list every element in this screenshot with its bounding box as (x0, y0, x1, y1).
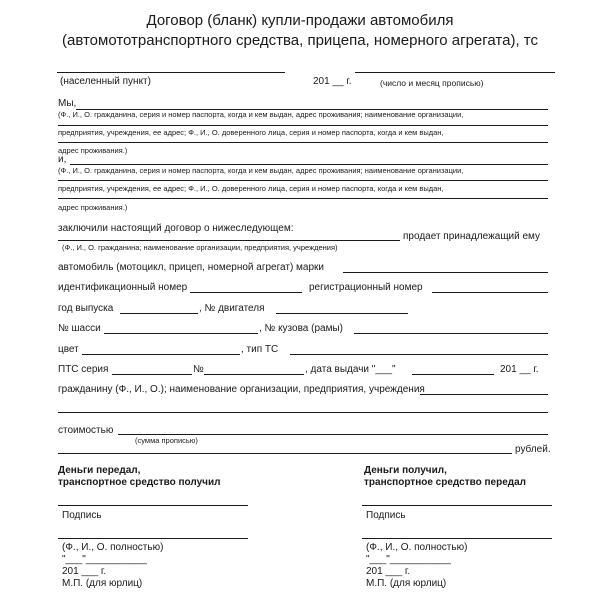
right-year: 201 ___ г. (366, 566, 411, 577)
seller-line-2[interactable] (58, 125, 548, 126)
issued-label: , дата выдачи "___" (305, 364, 396, 375)
seller-hint-2: предприятия, учреждения, ее адрес; Ф., И., О. доверенного лица, серия и номер паспорта, когда и кем выдан, (58, 128, 444, 137)
buyer-line-1[interactable] (70, 164, 548, 165)
year-label: год выпуска (58, 303, 114, 314)
date-year: 201 __ г. (313, 76, 352, 87)
right-heading-2: транспортное средство передал (364, 477, 527, 488)
sells-hint: (Ф., И., О. гражданина; наименование организации, предприятия, учреждения) (62, 243, 338, 252)
seller-hint-1: (Ф., И., О. гражданина, серия и номер паспорта, когда и кем выдан, адрес проживания; наименование организации, (58, 110, 464, 119)
date-line[interactable] (355, 72, 555, 73)
buyer-line-3[interactable] (58, 198, 548, 199)
right-name-line[interactable] (362, 538, 552, 539)
cost-line[interactable] (118, 434, 548, 435)
right-stamp: М.П. (для юрлиц) (366, 578, 447, 589)
pts-year: 201 __ г. (500, 364, 539, 375)
pts-no-line[interactable] (204, 374, 304, 375)
right-signature-line[interactable] (362, 505, 552, 506)
engine-label: , № двигателя (199, 303, 265, 314)
to-citizen-line-2[interactable] (58, 412, 548, 413)
to-citizen-line-1[interactable] (420, 394, 548, 395)
right-full-name: (Ф., И., О. полностью) (366, 542, 468, 553)
pts-series-line[interactable] (112, 374, 192, 375)
color-line[interactable] (82, 354, 240, 355)
engine-line[interactable] (276, 313, 408, 314)
cost-words-line[interactable] (58, 453, 512, 454)
body-line[interactable] (354, 333, 548, 334)
cost-hint: (сумма прописью) (135, 436, 198, 445)
color-label: цвет (58, 344, 79, 355)
seller-hint-3: адрес проживания.) (58, 146, 128, 155)
vin-line[interactable] (190, 292, 302, 293)
place-line[interactable] (57, 72, 285, 73)
chassis-line[interactable] (104, 333, 258, 334)
buyer-hint-3: адрес проживания.) (58, 203, 128, 212)
left-signature-label: Подпись (62, 510, 102, 521)
sells-own-text: продает принадлежащий ему (403, 231, 541, 242)
place-label: (населенный пункт) (60, 76, 151, 87)
left-full-name: (Ф., И., О. полностью) (62, 542, 164, 553)
buyer-hint-2: предприятия, учреждения, ее адрес; Ф., И., О. доверенного лица, серия и номер паспорта, когда и кем выдан, (58, 184, 444, 193)
issued-line[interactable] (412, 374, 494, 375)
right-heading-1: Деньги получил, (364, 465, 447, 476)
right-signature-label: Подпись (366, 510, 406, 521)
left-heading-1: Деньги передал, (58, 465, 141, 476)
chassis-label: № шасси (58, 323, 101, 334)
left-signature-line[interactable] (58, 505, 248, 506)
seller-name-line[interactable] (58, 240, 400, 241)
concluded-text: заключили настоящий договор о нижеследующем: (58, 223, 294, 234)
we-label: Мы, (58, 98, 77, 109)
pts-series-label: ПТС серия (58, 364, 109, 375)
left-name-line[interactable] (58, 538, 248, 539)
left-date: "___"___________ (62, 554, 147, 565)
left-heading-2: транспортное средство получил (58, 477, 221, 488)
vehicle-brand-line[interactable] (343, 272, 548, 273)
buyer-hint-1: (Ф., И., О. гражданина, серия и номер паспорта, когда и кем выдан, адрес проживания; наименование организации, (58, 166, 464, 175)
date-hint: (число и месяц прописью) (380, 78, 484, 88)
rubles-label: рублей. (515, 444, 551, 455)
year-line[interactable] (120, 313, 198, 314)
and-label: и, (58, 154, 67, 165)
reg-no-label: регистрационный номер (309, 282, 423, 293)
cost-label: стоимостью (58, 425, 114, 436)
buyer-line-2[interactable] (58, 180, 548, 181)
right-date: "___"___________ (366, 554, 451, 565)
vehicle-brand-label: автомобиль (мотоцикл, прицеп, номерной агрегат) марки (58, 262, 325, 273)
left-year: 201 ___ г. (62, 566, 107, 577)
left-stamp: М.П. (для юрлиц) (62, 578, 143, 589)
seller-line-3[interactable] (58, 142, 548, 143)
vtype-label: , тип ТС (241, 344, 279, 355)
vin-label: идентификационный номер (58, 282, 188, 293)
form-title-line1: Договор (бланк) купли-продажи автомобиля (146, 12, 454, 29)
to-citizen-label: гражданину (Ф., И., О.); наименование организации, предприятия, учреждения (58, 384, 425, 395)
reg-no-line[interactable] (432, 292, 548, 293)
pts-no-label: № (193, 364, 204, 375)
form-title-line2: (автомототранспортного средства, прицепа, номерного агрегата), тс (61, 32, 538, 49)
vtype-line[interactable] (290, 354, 548, 355)
body-label: , № кузова (рамы) (259, 323, 343, 334)
